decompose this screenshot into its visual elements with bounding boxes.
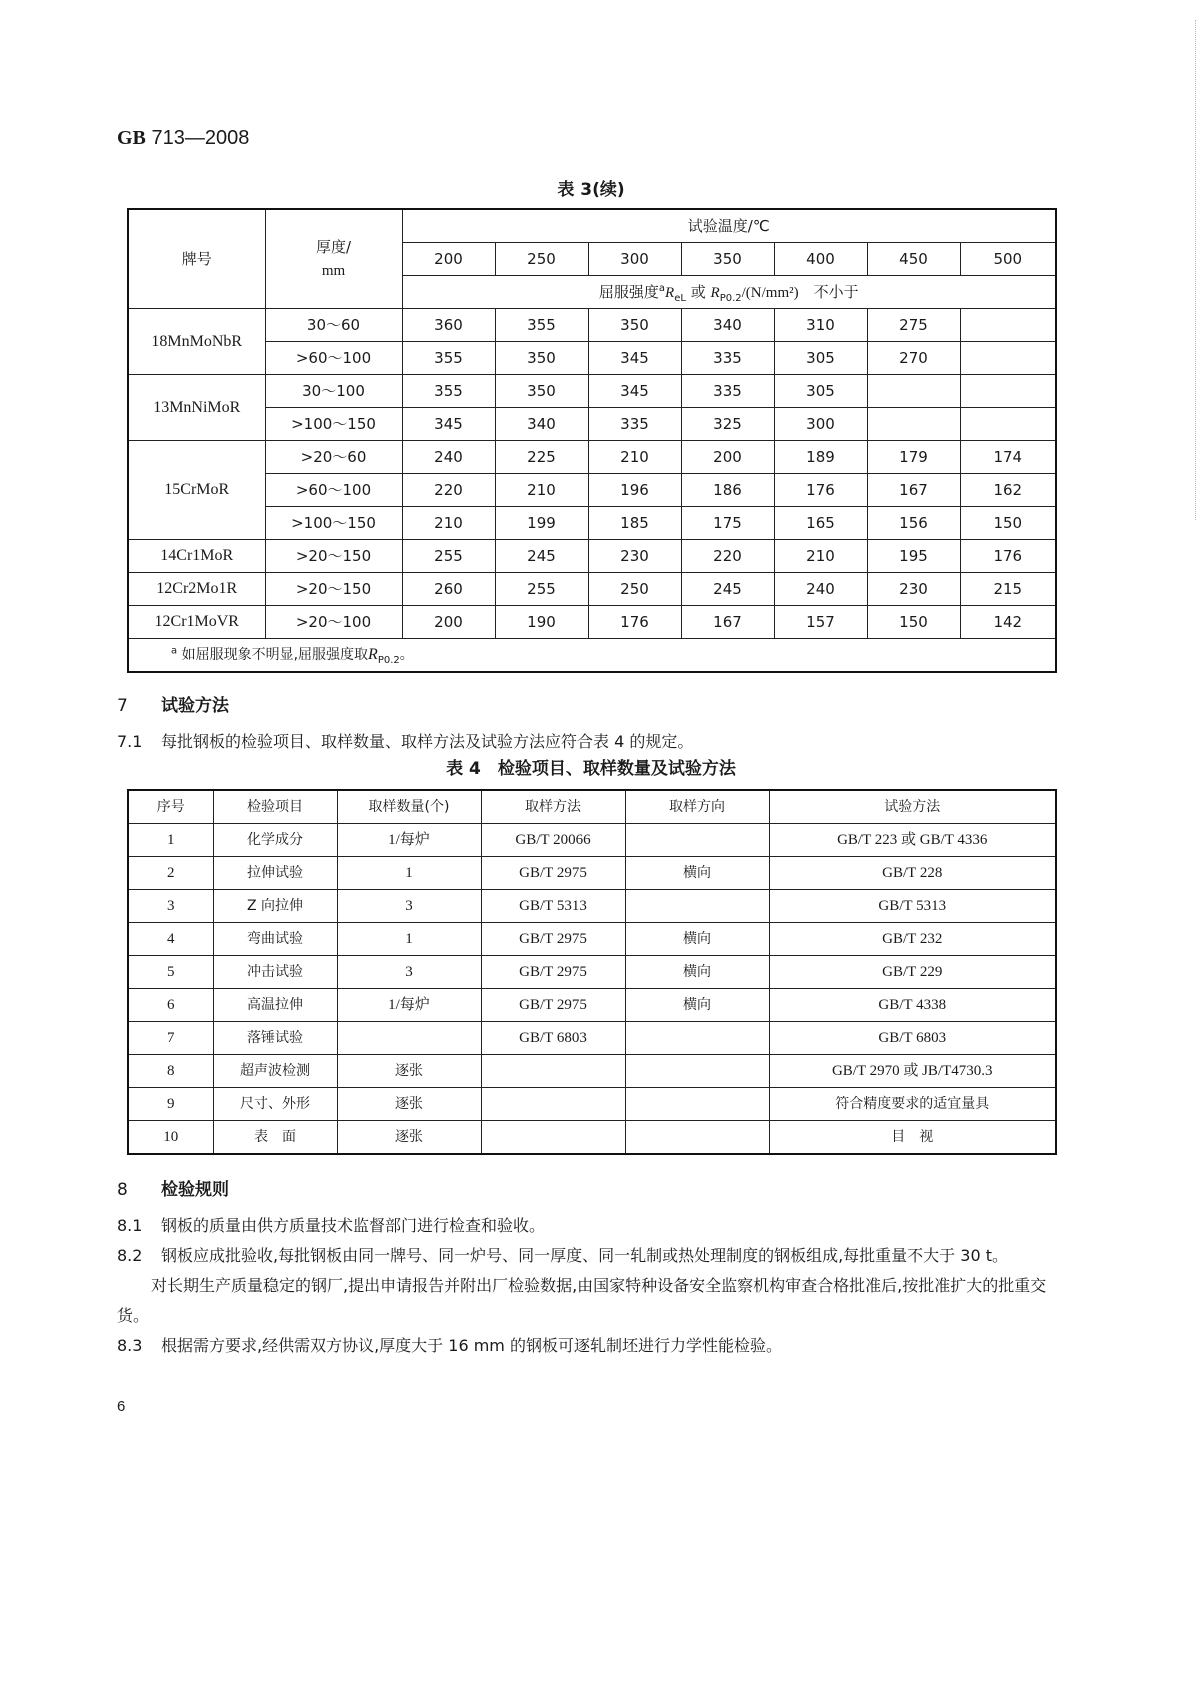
- row-number-cell: 9: [128, 1088, 213, 1121]
- table3-footnote: [128, 639, 1056, 673]
- strength-cell: 255: [495, 573, 588, 606]
- strength-cell: 162: [960, 474, 1056, 507]
- strength-cell: 335: [681, 342, 774, 375]
- symbol-rp-sub: P0.2: [719, 292, 742, 304]
- strength-cell: 157: [774, 606, 867, 639]
- header-temp: 250: [495, 243, 588, 276]
- sampling-direction-cell: 横向: [625, 956, 769, 989]
- thickness-cell: >20～150: [265, 573, 402, 606]
- inspection-item-cell: Z 向拉伸: [213, 890, 337, 923]
- inspection-item-cell: 落锤试验: [213, 1022, 337, 1055]
- row-number-cell: 8: [128, 1055, 213, 1088]
- table-row: [128, 1055, 1056, 1088]
- header-temp: 450: [867, 243, 960, 276]
- strength-cell: 210: [588, 441, 681, 474]
- yield-or: 或: [690, 282, 706, 301]
- inspection-item-cell: 拉伸试验: [213, 857, 337, 890]
- strength-cell: 167: [867, 474, 960, 507]
- header-thickness: [265, 209, 402, 309]
- section-title: 检验规则: [161, 1180, 229, 1200]
- strength-cell: 240: [774, 573, 867, 606]
- sampling-method-cell: GB/T 5313: [481, 890, 625, 923]
- header-temp: 300: [588, 243, 681, 276]
- table-row: [128, 1022, 1056, 1055]
- strength-cell: 360: [402, 309, 495, 342]
- table-row: [128, 375, 1056, 408]
- header-thickness-unit: mm: [321, 263, 346, 279]
- strength-cell: 175: [681, 507, 774, 540]
- column-header: 检验项目: [213, 790, 337, 824]
- thickness-cell: 30～60: [265, 309, 402, 342]
- strength-cell: 345: [588, 342, 681, 375]
- row-number-cell: 7: [128, 1022, 213, 1055]
- strength-cell: 260: [402, 573, 495, 606]
- test-method-cell: GB/T 232: [769, 923, 1056, 956]
- table-row: [128, 606, 1056, 639]
- inspection-item-cell: 高温拉伸: [213, 989, 337, 1022]
- sampling-method-cell: GB/T 2975: [481, 956, 625, 989]
- column-header: 取样方法: [481, 790, 625, 824]
- strength-cell: 335: [588, 408, 681, 441]
- sample-quantity-cell: [337, 1022, 481, 1055]
- sampling-direction-cell: 横向: [625, 923, 769, 956]
- sampling-direction-cell: 横向: [625, 857, 769, 890]
- sampling-direction-cell: [625, 890, 769, 923]
- strength-cell: [960, 375, 1056, 408]
- strength-cell: 199: [495, 507, 588, 540]
- strength-cell: 189: [774, 441, 867, 474]
- sampling-method-cell: [481, 1088, 625, 1121]
- table-row: [128, 824, 1056, 857]
- header-grade: [128, 209, 265, 309]
- sampling-method-cell: [481, 1121, 625, 1155]
- row-number-cell: 4: [128, 923, 213, 956]
- thickness-cell: >100～150: [265, 408, 402, 441]
- clause-number: 8.2: [117, 1246, 143, 1265]
- table4-header-row: [128, 790, 1056, 824]
- sample-quantity-cell: 3: [337, 956, 481, 989]
- strength-cell: 215: [960, 573, 1056, 606]
- strength-cell: 245: [495, 540, 588, 573]
- strength-cell: 200: [681, 441, 774, 474]
- strength-cell: [867, 408, 960, 441]
- test-method-cell: 目 视: [769, 1121, 1056, 1155]
- table3-caption: 表 3(续): [557, 180, 625, 200]
- strength-cell: 195: [867, 540, 960, 573]
- strength-cell: 156: [867, 507, 960, 540]
- section-number: 7: [117, 696, 128, 716]
- sampling-direction-cell: [625, 1022, 769, 1055]
- sampling-direction-cell: [625, 1121, 769, 1155]
- doc-prefix: GB: [117, 127, 146, 149]
- sampling-method-cell: [481, 1055, 625, 1088]
- thickness-cell: >60～100: [265, 474, 402, 507]
- row-number-cell: 10: [128, 1121, 213, 1155]
- paragraph-8-2-continued: 对长期生产质量稳定的钢厂,提出申请报告并附出厂检验数据,由国家特种设备安全监察机构审查合格批准后,按批准扩大的批重交货。: [117, 1276, 1047, 1325]
- table-row: [128, 857, 1056, 890]
- strength-cell: 355: [495, 309, 588, 342]
- table-row: [128, 474, 1056, 507]
- header-temp: 400: [774, 243, 867, 276]
- strength-cell: 225: [495, 441, 588, 474]
- header-test-temperature: 试验温度/℃: [402, 209, 1056, 243]
- thickness-cell: >60～100: [265, 342, 402, 375]
- strength-cell: 345: [402, 408, 495, 441]
- strength-cell: 355: [402, 342, 495, 375]
- header-temp: 350: [681, 243, 774, 276]
- thickness-cell: 30～100: [265, 375, 402, 408]
- sample-quantity-cell: 1: [337, 857, 481, 890]
- table3-yield-strength: [127, 208, 1057, 673]
- table4-caption: 表 4 检验项目、取样数量及试验方法: [446, 759, 736, 779]
- strength-cell: 340: [495, 408, 588, 441]
- sampling-method-cell: GB/T 2975: [481, 989, 625, 1022]
- strength-cell: 196: [588, 474, 681, 507]
- table-row: [128, 507, 1056, 540]
- paragraph-8-3: [117, 1331, 1057, 1361]
- clause-text: 每批钢板的检验项目、取样数量、取样方法及试验方法应符合表 4 的规定。: [161, 732, 694, 751]
- strength-cell: 350: [495, 342, 588, 375]
- footnote-mark: a: [171, 645, 178, 657]
- row-number-cell: 6: [128, 989, 213, 1022]
- table3-footnote-row: [128, 639, 1056, 673]
- header-thickness-label: 厚度/: [315, 238, 352, 256]
- strength-cell: 230: [588, 540, 681, 573]
- header-temp: 200: [402, 243, 495, 276]
- inspection-item-cell: 尺寸、外形: [213, 1088, 337, 1121]
- footnote-symbol-sub: P0.2: [377, 654, 400, 666]
- scan-edge-line: [1195, 20, 1197, 520]
- test-method-cell: GB/T 229: [769, 956, 1056, 989]
- clause-text: 根据需方要求,经供需双方协议,厚度大于 16 mm 的钢板可逐轧制坯进行力学性能检验。: [161, 1336, 782, 1355]
- table-row: [128, 540, 1056, 573]
- strength-cell: [867, 375, 960, 408]
- thickness-cell: >100～150: [265, 507, 402, 540]
- thickness-cell: >20～100: [265, 606, 402, 639]
- grade-cell: 18MnMoNbR: [128, 309, 265, 375]
- clause-number: 7.1: [117, 732, 143, 751]
- symbol-rel-sub: eL: [674, 292, 686, 304]
- sampling-direction-cell: [625, 1055, 769, 1088]
- strength-cell: 150: [867, 606, 960, 639]
- footnote-end: 。: [399, 647, 414, 663]
- column-header: 试验方法: [769, 790, 1056, 824]
- grade-cell: 13MnNiMoR: [128, 375, 265, 441]
- column-header: 取样数量(个): [337, 790, 481, 824]
- strength-cell: 305: [774, 342, 867, 375]
- strength-cell: 300: [774, 408, 867, 441]
- strength-cell: 255: [402, 540, 495, 573]
- sampling-direction-cell: [625, 824, 769, 857]
- grade-cell: 15CrMoR: [128, 441, 265, 540]
- column-header: 序号: [128, 790, 213, 824]
- header-yield-strength: [402, 276, 1056, 309]
- section-number: 8: [117, 1180, 128, 1200]
- strength-cell: 340: [681, 309, 774, 342]
- grade-cell: 14Cr1MoR: [128, 540, 265, 573]
- strength-cell: 220: [402, 474, 495, 507]
- sampling-method-cell: GB/T 20066: [481, 824, 625, 857]
- page-number: 6: [117, 1398, 126, 1415]
- strength-cell: 310: [774, 309, 867, 342]
- table-row: [128, 956, 1056, 989]
- sample-quantity-cell: 1/每炉: [337, 824, 481, 857]
- strength-cell: 174: [960, 441, 1056, 474]
- strength-cell: 335: [681, 375, 774, 408]
- sampling-direction-cell: [625, 1088, 769, 1121]
- grade-cell: 12Cr2Mo1R: [128, 573, 265, 606]
- strength-cell: 210: [774, 540, 867, 573]
- sampling-method-cell: GB/T 6803: [481, 1022, 625, 1055]
- strength-cell: 179: [867, 441, 960, 474]
- strength-cell: 150: [960, 507, 1056, 540]
- strength-cell: 165: [774, 507, 867, 540]
- strength-cell: 142: [960, 606, 1056, 639]
- strength-cell: 275: [867, 309, 960, 342]
- strength-cell: 230: [867, 573, 960, 606]
- inspection-item-cell: 化学成分: [213, 824, 337, 857]
- doc-number: 713—2008: [151, 127, 250, 149]
- grade-cell: 12Cr1MoVR: [128, 606, 265, 639]
- row-number-cell: 2: [128, 857, 213, 890]
- inspection-item-cell: 表 面: [213, 1121, 337, 1155]
- inspection-item-cell: 冲击试验: [213, 956, 337, 989]
- clause-text: 钢板应成批验收,每批钢板由同一牌号、同一炉号、同一厚度、同一轧制或热处理制度的钢板组成,每批重量不大于 30 t。: [161, 1246, 1008, 1265]
- section-title: 试验方法: [161, 696, 229, 716]
- strength-cell: 200: [402, 606, 495, 639]
- thickness-cell: >20～150: [265, 540, 402, 573]
- test-method-cell: GB/T 223 或 GB/T 4336: [769, 824, 1056, 857]
- column-header: 取样方向: [625, 790, 769, 824]
- strength-cell: 305: [774, 375, 867, 408]
- strength-cell: 220: [681, 540, 774, 573]
- strength-cell: 345: [588, 375, 681, 408]
- strength-cell: 176: [960, 540, 1056, 573]
- strength-cell: 190: [495, 606, 588, 639]
- strength-cell: 176: [774, 474, 867, 507]
- table-row: [128, 1121, 1056, 1155]
- strength-cell: [960, 408, 1056, 441]
- sample-quantity-cell: 逐张: [337, 1055, 481, 1088]
- table-row: [128, 1088, 1056, 1121]
- test-method-cell: GB/T 5313: [769, 890, 1056, 923]
- strength-cell: 250: [588, 573, 681, 606]
- paragraph-7-1: [117, 727, 1057, 757]
- table-row: [128, 890, 1056, 923]
- strength-cell: 240: [402, 441, 495, 474]
- sampling-direction-cell: 横向: [625, 989, 769, 1022]
- document-id: [117, 126, 1057, 150]
- paragraph-8-1: [117, 1211, 1057, 1241]
- table-row: [128, 441, 1056, 474]
- clause-number: 8.3: [117, 1336, 143, 1355]
- strength-cell: [960, 309, 1056, 342]
- clause-number: 8.1: [117, 1216, 143, 1235]
- strength-cell: 350: [588, 309, 681, 342]
- inspection-item-cell: 超声波检测: [213, 1055, 337, 1088]
- footnote-symbol: R: [368, 646, 378, 663]
- section-7-heading: [117, 693, 1057, 719]
- strength-cell: 210: [495, 474, 588, 507]
- symbol-rp: R: [710, 284, 720, 301]
- sample-quantity-cell: 逐张: [337, 1121, 481, 1155]
- inspection-item-cell: 弯曲试验: [213, 923, 337, 956]
- table-row: [128, 342, 1056, 375]
- clause-text: 钢板的质量由供方质量技术监督部门进行检查和验收。: [161, 1216, 546, 1235]
- test-method-cell: GB/T 228: [769, 857, 1056, 890]
- strength-cell: 355: [402, 375, 495, 408]
- table-row: [128, 989, 1056, 1022]
- sample-quantity-cell: 1: [337, 923, 481, 956]
- strength-cell: 270: [867, 342, 960, 375]
- sampling-method-cell: GB/T 2975: [481, 923, 625, 956]
- test-method-cell: GB/T 2970 或 JB/T4730.3: [769, 1055, 1056, 1088]
- strength-cell: 176: [588, 606, 681, 639]
- strength-cell: 167: [681, 606, 774, 639]
- test-method-cell: 符合精度要求的适宜量具: [769, 1088, 1056, 1121]
- yield-footnote-mark: a: [658, 282, 666, 294]
- sample-quantity-cell: 3: [337, 890, 481, 923]
- symbol-rel: R: [665, 284, 675, 301]
- test-method-cell: GB/T 6803: [769, 1022, 1056, 1055]
- strength-cell: 186: [681, 474, 774, 507]
- header-temp: 500: [960, 243, 1056, 276]
- sample-quantity-cell: 逐张: [337, 1088, 481, 1121]
- strength-cell: [960, 342, 1056, 375]
- table-row: [128, 408, 1056, 441]
- strength-cell: 185: [588, 507, 681, 540]
- footnote-text: 如屈服现象不明显,屈服强度取: [181, 647, 369, 663]
- row-number-cell: 3: [128, 890, 213, 923]
- table4-inspection-items: [127, 789, 1057, 1155]
- section-8-heading: [117, 1177, 1057, 1203]
- table-row: [128, 923, 1056, 956]
- yield-label: 屈服强度: [598, 282, 659, 301]
- thickness-cell: >20～60: [265, 441, 402, 474]
- yield-unit: /(N/mm²) 不小于: [741, 284, 859, 301]
- paragraph-8-2: [117, 1241, 1057, 1271]
- table-row: [128, 309, 1056, 342]
- table-row: [128, 573, 1056, 606]
- sampling-method-cell: GB/T 2975: [481, 857, 625, 890]
- row-number-cell: 5: [128, 956, 213, 989]
- sample-quantity-cell: 1/每炉: [337, 989, 481, 1022]
- test-method-cell: GB/T 4338: [769, 989, 1056, 1022]
- strength-cell: 325: [681, 408, 774, 441]
- header-grade-label: 牌号: [181, 250, 212, 268]
- strength-cell: 210: [402, 507, 495, 540]
- strength-cell: 350: [495, 375, 588, 408]
- row-number-cell: 1: [128, 824, 213, 857]
- strength-cell: 245: [681, 573, 774, 606]
